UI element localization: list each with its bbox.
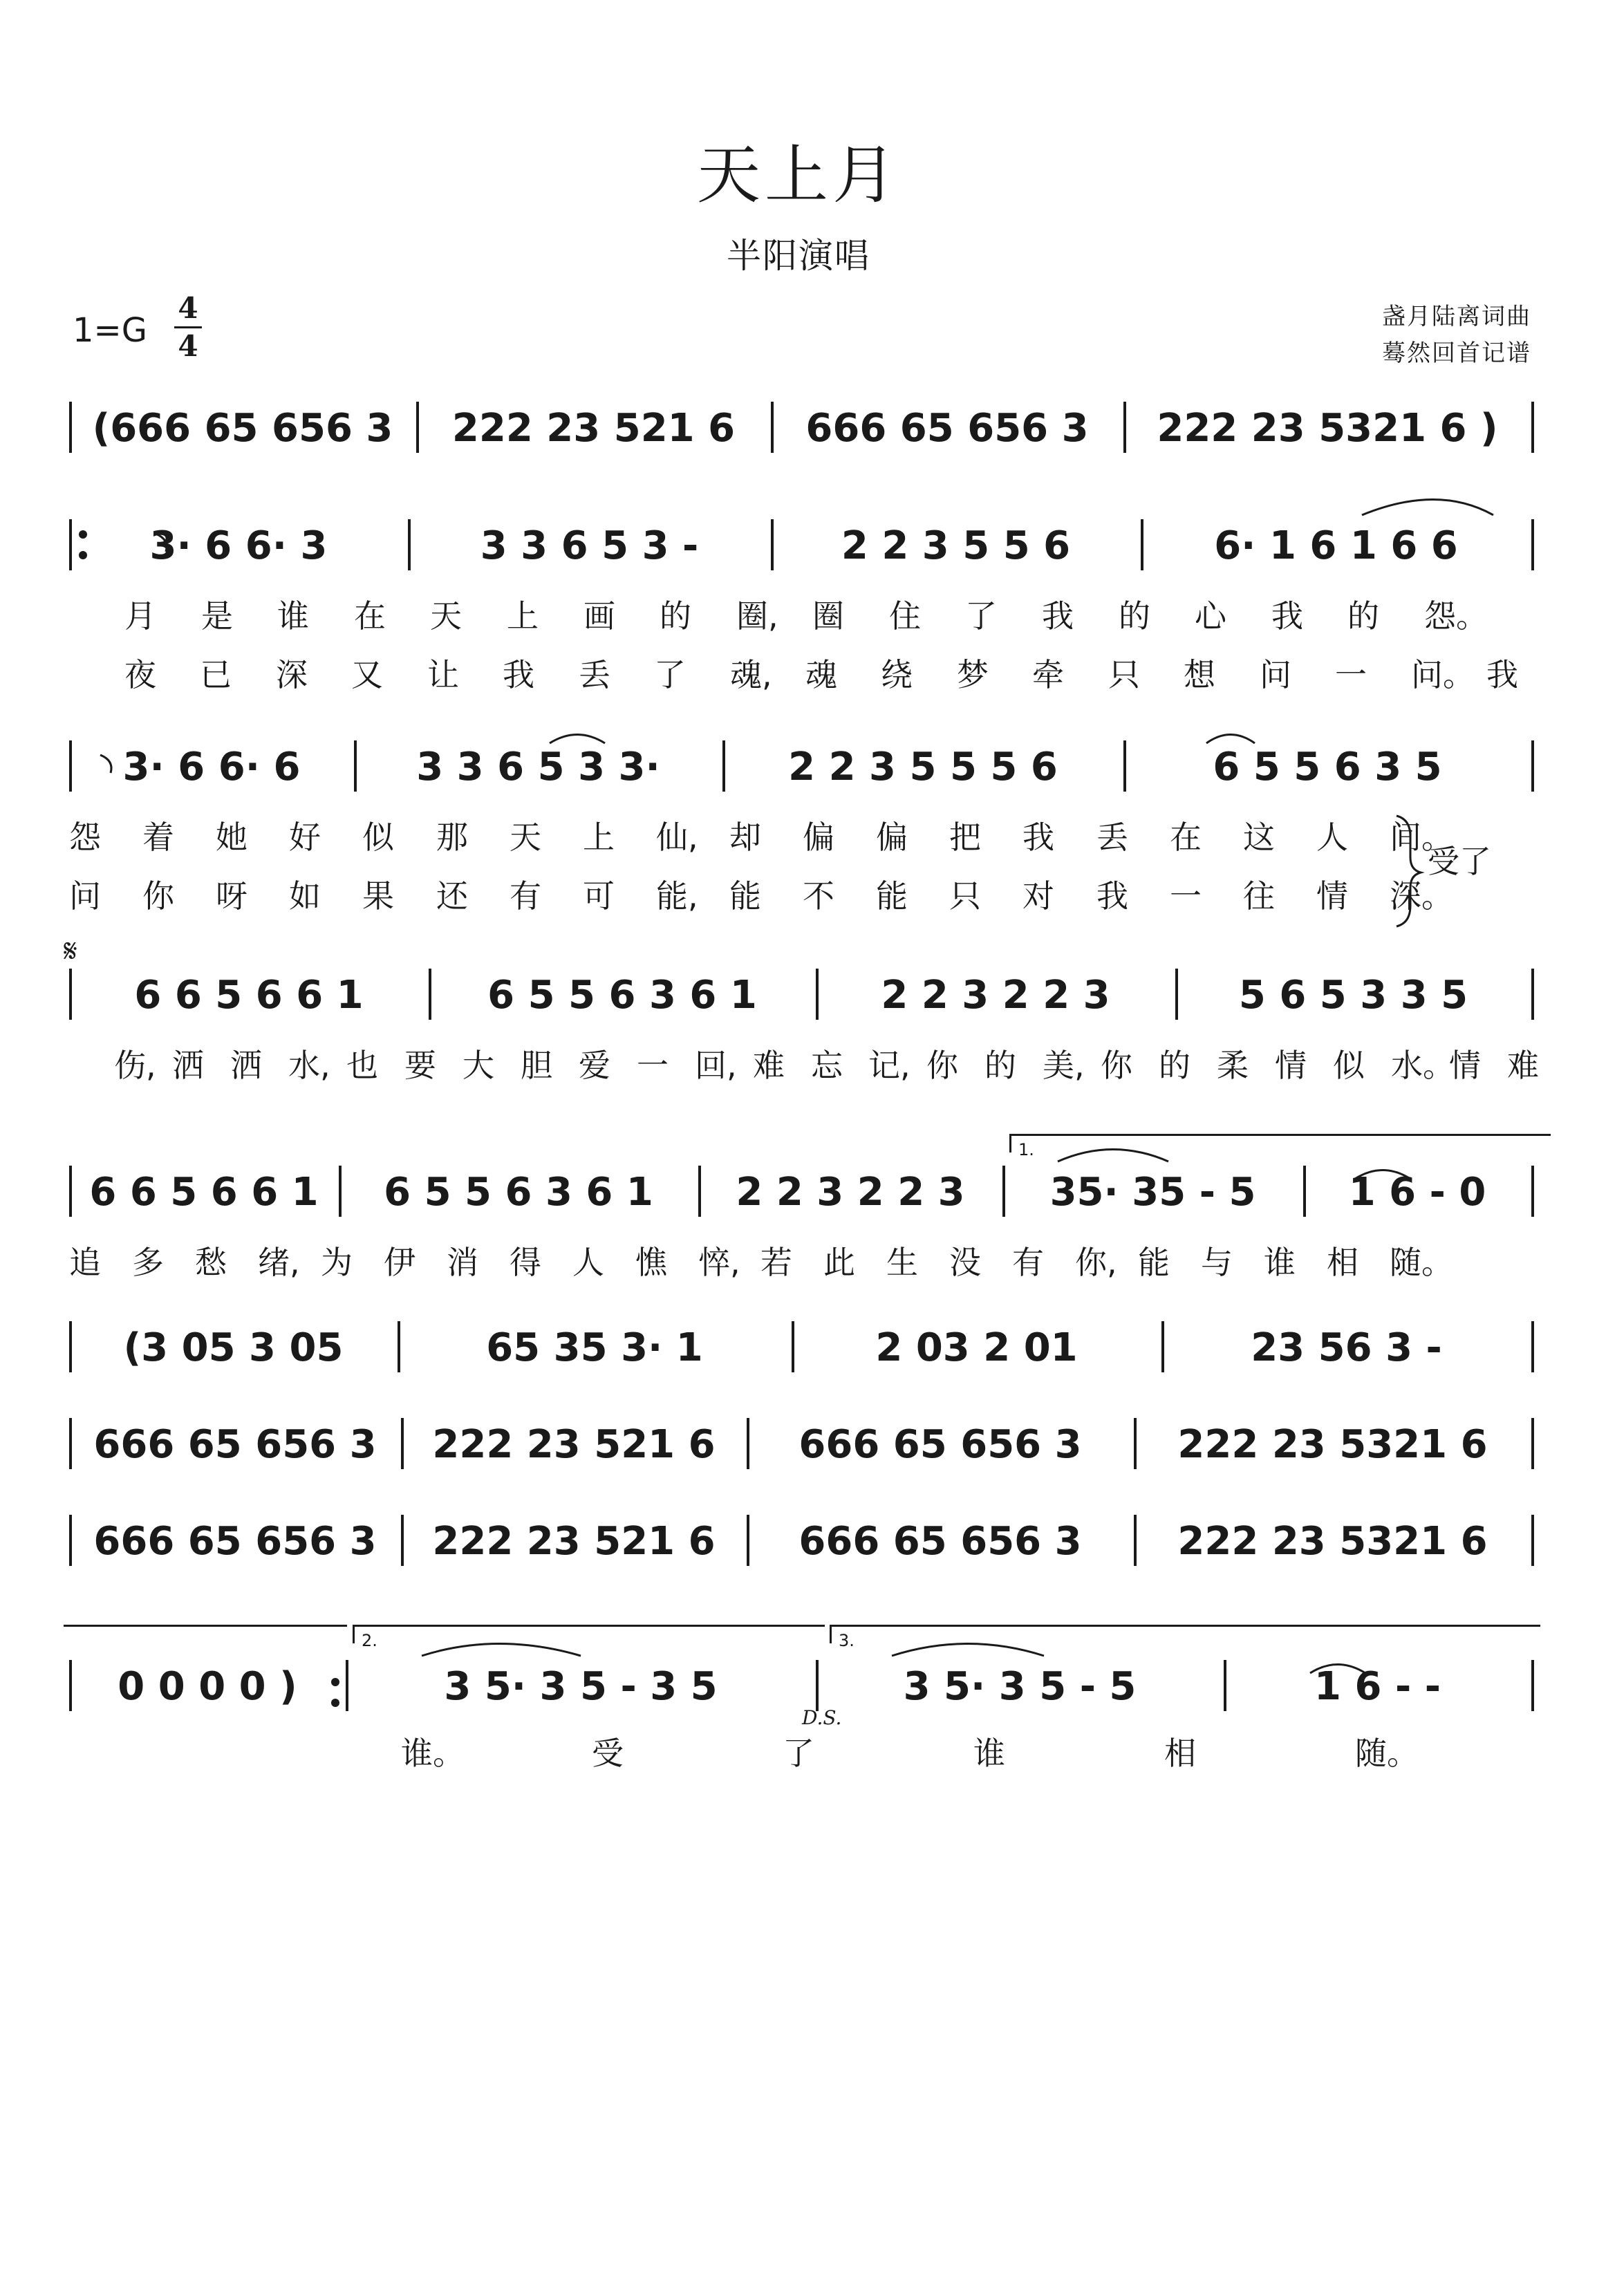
volta-3-label: 3. <box>839 1631 854 1650</box>
lyric-word: 相 <box>1164 1735 1196 1772</box>
lyric-word: 水。 <box>1391 1047 1455 1084</box>
lyric-word: 深 <box>276 656 308 693</box>
lyric-word: 梦 <box>957 656 989 693</box>
measure: 5 6 5 3 3 5 <box>1238 973 1468 1018</box>
measure: 6 6 5 6 6 1 <box>134 973 364 1018</box>
lyric-word: 憔 <box>635 1244 667 1281</box>
lyric-word: 多 <box>132 1244 164 1281</box>
lyric-word: 上 <box>507 597 539 635</box>
lyric-word: 水, <box>288 1047 330 1084</box>
lyric-word: 她 <box>216 819 248 856</box>
lyric-word: 怨 <box>69 819 101 856</box>
measure: 222 23 5321 6 ) <box>1157 406 1498 451</box>
lyric-word: 愁 <box>195 1244 227 1281</box>
repeat-dot <box>79 530 87 539</box>
lyric-word: 谁 <box>277 597 309 635</box>
measure: 2 2 3 2 2 3 <box>736 1170 965 1215</box>
measure: 222 23 5321 6 <box>1177 1422 1488 1467</box>
slur <box>422 1644 581 1656</box>
lyric-word: 为 <box>321 1244 353 1281</box>
lyric-word: 忘 <box>811 1047 843 1084</box>
measure: 6 5 5 6 3 5 <box>1213 745 1442 790</box>
measure: 3 3 6 5 3 - <box>480 523 699 568</box>
lyric-word: 丢 <box>1096 819 1128 856</box>
measure: (3 05 3 05 <box>123 1325 344 1370</box>
lyric-word: 牵 <box>1032 656 1064 693</box>
lyric-word: 深。 <box>1390 877 1453 915</box>
lyric-word: 心 <box>1195 597 1226 635</box>
lyric-word: 能, <box>656 877 698 915</box>
volta-2-label: 2. <box>362 1631 377 1650</box>
measure: 2 2 3 5 5 5 6 <box>788 745 1058 790</box>
lyric-word: 又 <box>351 656 383 693</box>
lyric-word: 似 <box>362 819 394 856</box>
lyric-word: 果 <box>362 877 394 915</box>
lyric-word: 能 <box>876 877 908 915</box>
lyric-word: 生 <box>886 1244 918 1281</box>
lyric-word: 似 <box>1333 1047 1365 1084</box>
lyric-word: 绪, <box>258 1244 300 1281</box>
lyric-word: 了 <box>965 597 997 635</box>
lyric-word: 问 <box>69 877 101 915</box>
lyric-word: 谁 <box>973 1735 1005 1772</box>
lyric-word: 一 <box>1170 877 1202 915</box>
lyric-word: 好 <box>289 819 321 856</box>
lyric-word: 难 <box>1507 1047 1539 1084</box>
lyric-word: 难 <box>753 1047 785 1084</box>
measure: 35· 35 - 5 <box>1049 1170 1256 1215</box>
lyric-word: 了 <box>654 656 686 693</box>
lyric-word: 伊 <box>384 1244 415 1281</box>
lyric-word: 我 <box>503 656 534 693</box>
lyric-word: 还 <box>436 877 468 915</box>
measure: 666 65 656 3 <box>798 1422 1082 1467</box>
time-signature-top: 4 <box>178 291 198 325</box>
lyric-word: 洒 <box>172 1047 204 1084</box>
lyric-word: 随。 <box>1390 1244 1453 1281</box>
lyric-word: 消 <box>447 1244 478 1281</box>
lyric-word: 往 <box>1243 877 1275 915</box>
lyric-word: 丢 <box>579 656 610 693</box>
lyric-word: 的 <box>660 597 691 635</box>
lyric-word: 情 <box>1316 877 1348 915</box>
slur <box>550 735 605 744</box>
singer-subtitle: 半阳演唱 <box>727 236 870 276</box>
measure: (666 65 656 3 <box>92 406 393 451</box>
slur <box>1310 1665 1365 1674</box>
lyric-word: 想 <box>1184 656 1215 693</box>
lyric-word: 受了 <box>1428 843 1491 880</box>
lyric-word: 魂 <box>805 656 837 693</box>
lyric-word: 美, <box>1043 1047 1085 1084</box>
lyric-word: 让 <box>427 656 459 693</box>
lyric-word: 圈 <box>812 597 844 635</box>
lyric-word: 圈, <box>736 597 778 635</box>
measure: 3 5· 3 5 - 5 <box>903 1664 1137 1709</box>
lyric-word: 爱 <box>579 1047 610 1084</box>
measure: 65 35 3· 1 <box>486 1325 703 1370</box>
measure: 3 3 6 5 3 3· <box>416 745 660 790</box>
lyric-word: 魂, <box>730 656 772 693</box>
lyric-word: 画 <box>583 597 615 635</box>
lyric-word: 这 <box>1243 819 1275 856</box>
measure: 6 5 5 6 3 6 1 <box>384 1170 653 1215</box>
lyric-word: 情 <box>1275 1047 1307 1084</box>
lyric-word: 胆 <box>521 1047 552 1084</box>
lyric-word: 却 <box>729 819 761 856</box>
measure: 2 03 2 01 <box>875 1325 1078 1370</box>
lyric-word: 的 <box>1347 597 1379 635</box>
lyric-word: 偏 <box>876 819 908 856</box>
measure: 0 0 0 0 ) <box>118 1664 297 1709</box>
lyricist-credit: 盏月陆离词曲 <box>1382 303 1531 330</box>
slur <box>1058 1150 1168 1162</box>
lyric-word: 要 <box>404 1047 436 1084</box>
lyric-word: 柔 <box>1217 1047 1249 1084</box>
lyric-word: 有 <box>510 877 541 915</box>
lyric-word: 在 <box>1170 819 1202 856</box>
breath-mark <box>100 755 111 773</box>
lyric-word: 呀 <box>216 877 248 915</box>
lyric-word: 我 <box>1271 597 1303 635</box>
breath-mark <box>156 534 167 552</box>
lyric-word: 你 <box>142 877 174 915</box>
measure: 222 23 521 6 <box>451 406 736 451</box>
repeat-dot <box>79 551 87 559</box>
measure: 1 6 - 0 <box>1348 1170 1486 1215</box>
lyric-word: 洒 <box>230 1047 262 1084</box>
lyric-word: 一 <box>1335 656 1367 693</box>
lyric-word: 绕 <box>881 656 913 693</box>
lyric-word: 我 <box>1486 656 1518 693</box>
lyric-word: 了 <box>783 1735 814 1772</box>
lyric-word: 我 <box>1042 597 1074 635</box>
measure: 222 23 521 6 <box>432 1519 716 1564</box>
lyric-word: 受 <box>592 1735 624 1772</box>
lyric-word: 住 <box>889 597 921 635</box>
lyric-word: 的 <box>1119 597 1150 635</box>
lyric-word: 能 <box>1138 1244 1170 1281</box>
lyric-word: 把 <box>949 819 981 856</box>
measure: 666 65 656 3 <box>93 1422 377 1467</box>
lyric-word: 你 <box>1101 1047 1132 1084</box>
lyric-word: 得 <box>510 1244 541 1281</box>
measure: 666 65 656 3 <box>93 1519 377 1564</box>
lyric-word: 伤, <box>114 1047 156 1084</box>
measure: 3· 6 6· 3 <box>149 523 328 568</box>
measure: 222 23 5321 6 <box>1177 1519 1488 1564</box>
lyric-word: 对 <box>1022 877 1054 915</box>
lyric-word: 着 <box>142 819 174 856</box>
lyric-word: 谁。 <box>401 1735 465 1772</box>
lyric-word: 情 <box>1449 1047 1481 1084</box>
lyric-word: 随。 <box>1355 1735 1419 1772</box>
lyric-word: 你 <box>926 1047 958 1084</box>
measure: 2 2 3 5 5 6 <box>841 523 1071 568</box>
lyric-word: 与 <box>1201 1244 1233 1281</box>
lyric-word: 的 <box>1159 1047 1190 1084</box>
lyric-word: 那 <box>436 819 468 856</box>
lyric-word: 此 <box>823 1244 855 1281</box>
slur <box>892 1644 1044 1656</box>
segno-sign: 𝄋 <box>64 932 77 969</box>
lyric-word: 只 <box>1108 656 1140 693</box>
slur <box>1206 735 1255 744</box>
lyric-word: 我 <box>1096 877 1128 915</box>
measure: 666 65 656 3 <box>805 406 1089 451</box>
measure: 222 23 521 6 <box>432 1422 716 1467</box>
time-signature-bottom: 4 <box>174 326 202 364</box>
lyric-word: 仙, <box>656 819 698 856</box>
song-title: 天上月 <box>696 138 900 212</box>
measure: 6 5 5 6 3 6 1 <box>487 973 757 1018</box>
measure: 3 5· 3 5 - 3 5 <box>444 1664 718 1709</box>
lyric-word: 也 <box>346 1047 378 1084</box>
volta-1-label: 1. <box>1018 1140 1034 1159</box>
lyric-word: 月 <box>124 597 156 635</box>
lyric-word: 若 <box>760 1244 792 1281</box>
lyric-word: 我 <box>1022 819 1054 856</box>
lyric-word: 问。 <box>1411 656 1475 693</box>
lyric-word: 悴, <box>698 1244 740 1281</box>
measure: 3· 6 6· 6 <box>122 745 301 790</box>
lyric-word: 人 <box>1316 819 1348 856</box>
lyric-word: 的 <box>984 1047 1016 1084</box>
lyric-word: 追 <box>69 1244 101 1281</box>
lyric-word: 夜 <box>124 656 156 693</box>
lyric-word: 不 <box>803 877 834 915</box>
repeat-dot <box>331 1678 339 1686</box>
slur <box>1362 500 1493 516</box>
lyric-word: 偏 <box>803 819 834 856</box>
lyric-word: 在 <box>354 597 386 635</box>
lyric-word: 上 <box>583 819 615 856</box>
measure: 2 2 3 2 2 3 <box>881 973 1110 1018</box>
measure: 666 65 656 3 <box>798 1519 1082 1564</box>
measure: 23 56 3 - <box>1251 1325 1442 1370</box>
lyric-word: 有 <box>1012 1244 1044 1281</box>
lyric-word: 回, <box>695 1047 737 1084</box>
lyric-word: 大 <box>463 1047 494 1084</box>
measure: 1 6 - - <box>1314 1664 1441 1709</box>
lyric-word: 只 <box>949 877 981 915</box>
key-signature: 1=G <box>73 311 147 350</box>
lyric-word: 如 <box>289 877 321 915</box>
lyric-word: 相 <box>1327 1244 1358 1281</box>
transcriber-credit: 蓦然回首记谱 <box>1382 339 1531 367</box>
measure: 6· 1 6 1 6 6 <box>1214 523 1458 568</box>
lyric-word: 怨。 <box>1424 597 1488 635</box>
lyric-brace <box>1397 816 1421 926</box>
lyric-word: 问 <box>1260 656 1291 693</box>
lyric-word: 没 <box>949 1244 981 1281</box>
lyric-word: 能 <box>729 877 761 915</box>
measure: 6 6 5 6 6 1 <box>89 1170 319 1215</box>
lyric-word: 天 <box>430 597 462 635</box>
repeat-dot <box>331 1699 339 1707</box>
lyric-word: 你, <box>1075 1244 1117 1281</box>
lyric-word: 是 <box>201 597 233 635</box>
lyric-word: 天 <box>510 819 541 856</box>
lyric-word: 谁 <box>1264 1244 1296 1281</box>
ds-marking: D.S. <box>802 1706 842 1729</box>
slur <box>1355 1170 1410 1179</box>
lyric-word: 已 <box>200 656 232 693</box>
lyric-word: 可 <box>583 877 615 915</box>
lyric-word: 一 <box>637 1047 669 1084</box>
lyric-word: 记, <box>868 1047 910 1084</box>
lyric-word: 间。 <box>1390 819 1453 856</box>
lyric-word: 人 <box>572 1244 604 1281</box>
